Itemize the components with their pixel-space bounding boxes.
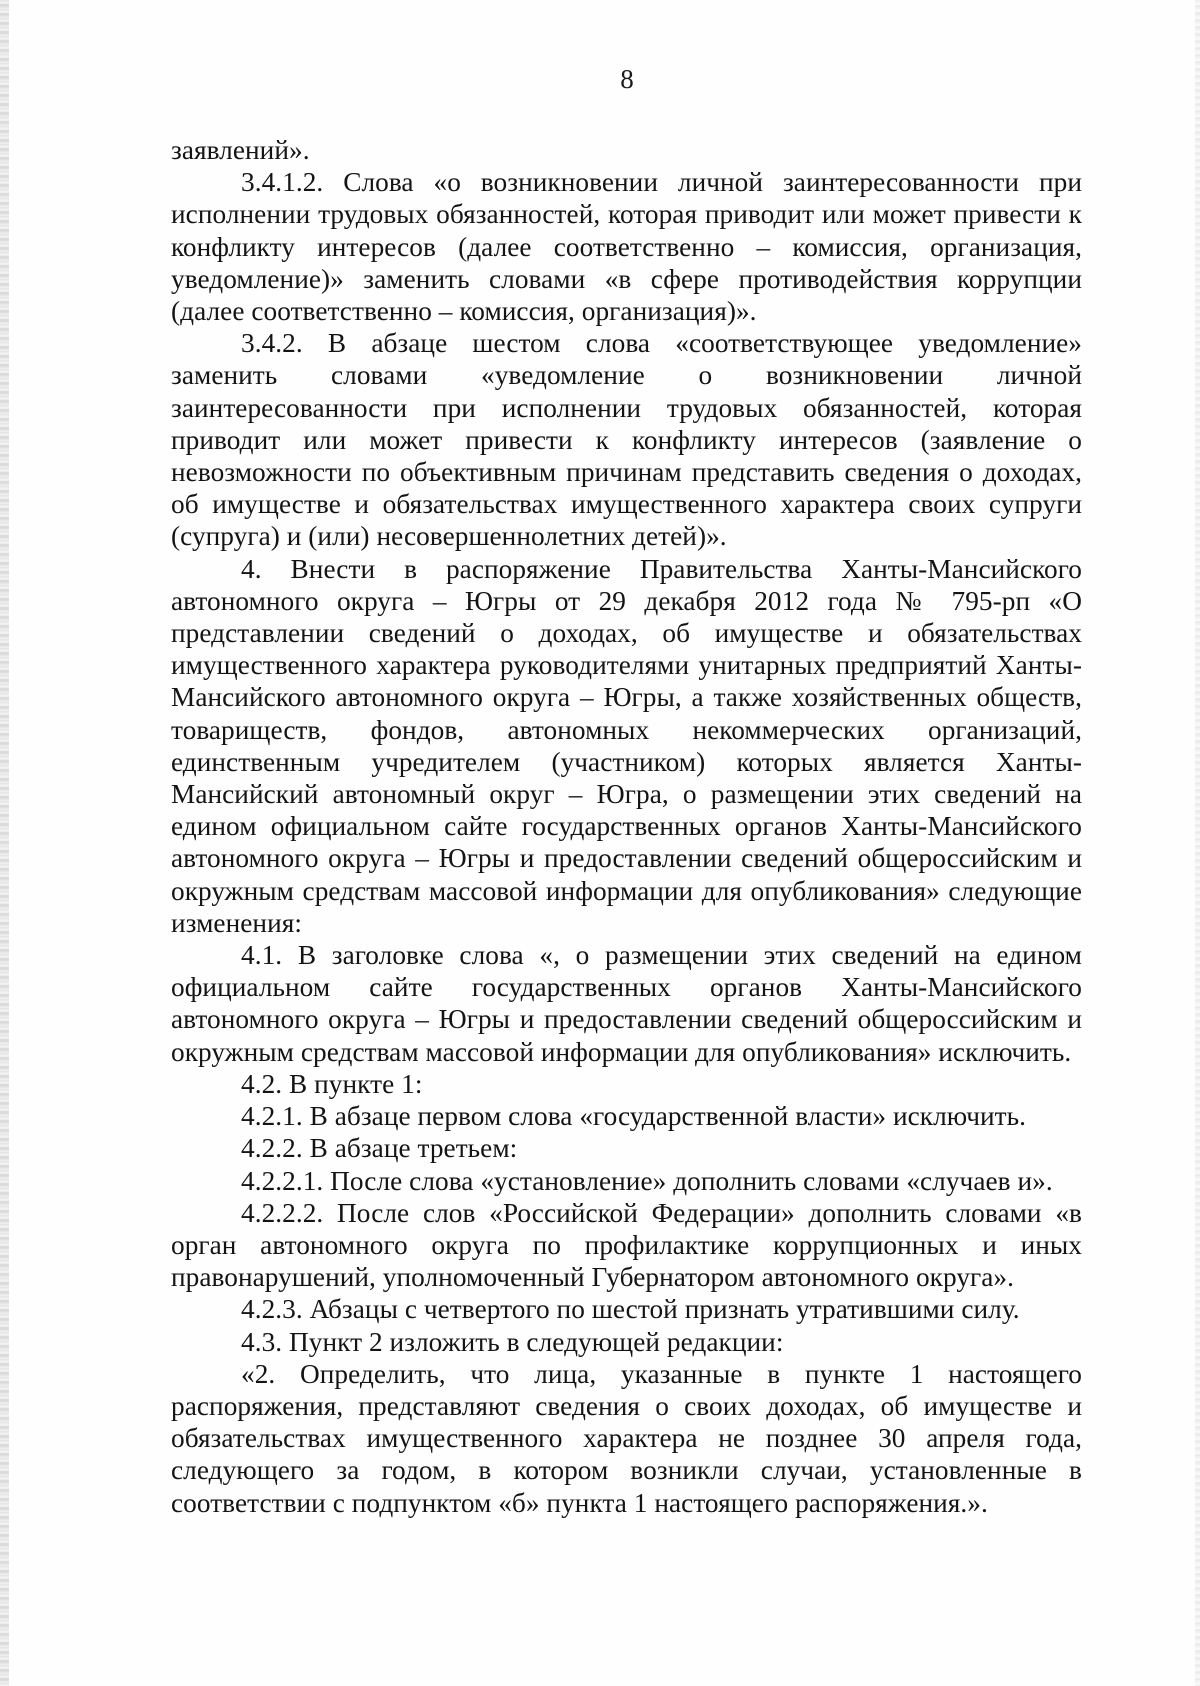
paragraph-3-4-2: 3.4.2. В абзаце шестом слова «соответствующее уведомление» заменить словами «уведомление о возникновении личной заинтересованности при исполнении трудовых обязанностей, которая приводит или может привести к конфликту интересов (заявление о невозможности по объективным причинам представить сведения о доходах, об имуществе и обязательствах имущественного характера своих супруги (супруга) и (или) несовершеннолетних детей)».	[171, 328, 1082, 552]
paragraph-4-2-2-2: 4.2.2.2. После слов «Российской Федерации» дополнить словами «в орган автономного округа по профилактике коррупционных и иных правонарушений, уполномоченный Губернатором автономного округа».	[171, 1197, 1082, 1293]
paragraph-4: 4. Внести в распоряжение Правительства Ханты-Мансийского автономного округа – Югры от 29 декабря 2012 года № 795-рп «О представлении сведений о доходах, об имуществе и обязательствах имущественного характера руководителями унитарных предприятий Ханты-Мансийского автономного округа – Югры, а также хозяйственных обществ, товариществ, фондов, автономных некоммерческих организаций, единственным учредителем (участником) которых является Ханты-Мансийский автономный округ – Югра, о размещении этих сведений на едином официальном сайте государственных органов Ханты-Мансийского автономного округа – Югры и предоставлении сведений общероссийским и окружным средствам массовой информации для опубликования» следующие изменения:	[171, 553, 1082, 938]
paragraph-continuation: заявлений».	[171, 135, 310, 165]
paragraph-4-2-3: 4.2.3. Абзацы с четвертого по шестой признать утратившими силу.	[241, 1294, 1020, 1325]
scan-edge-left	[0, 0, 9, 1686]
paragraph-4-2-1: 4.2.1. В абзаце первом слова «государственной власти» исключить.	[241, 1101, 1026, 1132]
page-number: 8	[620, 64, 634, 94]
paragraph-quoted-2: «2. Определить, что лица, указанные в пункте 1 настоящего распоряжения, представляют сведения о своих доходах, об имуществе и обязательствах имущественного характера не позднее 30 апреля года, следующего за годом, в котором возникли случаи, установленные в соответствии с подпунктом «б» пункта 1 настоящего распоряжения.».	[171, 1358, 1082, 1518]
paragraph-4-3: 4.3. Пункт 2 изложить в следующей редакции:	[241, 1326, 784, 1357]
paragraph-4-2: 4.2. В пункте 1:	[241, 1068, 423, 1099]
scan-edge-right	[1195, 0, 1200, 1686]
paragraph-4-1: 4.1. В заголовке слова «, о размещении этих сведений на едином официальном сайте государственных органов Ханты-Мансийского автономного округа – Югры и предоставлении сведений общероссийским и окружным средствам массовой информации для опубликования» исключить.	[171, 940, 1082, 1067]
paragraph-4-2-2-1: 4.2.2.1. После слова «установление» дополнить словами «случаев и».	[241, 1165, 1053, 1196]
paragraph-3-4-1-2: 3.4.1.2. Слова «о возникновении личной заинтересованности при исполнении трудовых обязанностей, которая приводит или может привести к конфликту интересов (далее соответственно – комиссия, организация, уведомление)» заменить словами «в сфере противодействия коррупции (далее соответственно – комиссия, организация)».	[171, 167, 1082, 327]
document-body	[171, 134, 1082, 1519]
paragraph-4-2-2: 4.2.2. В абзаце третьем:	[241, 1133, 518, 1164]
